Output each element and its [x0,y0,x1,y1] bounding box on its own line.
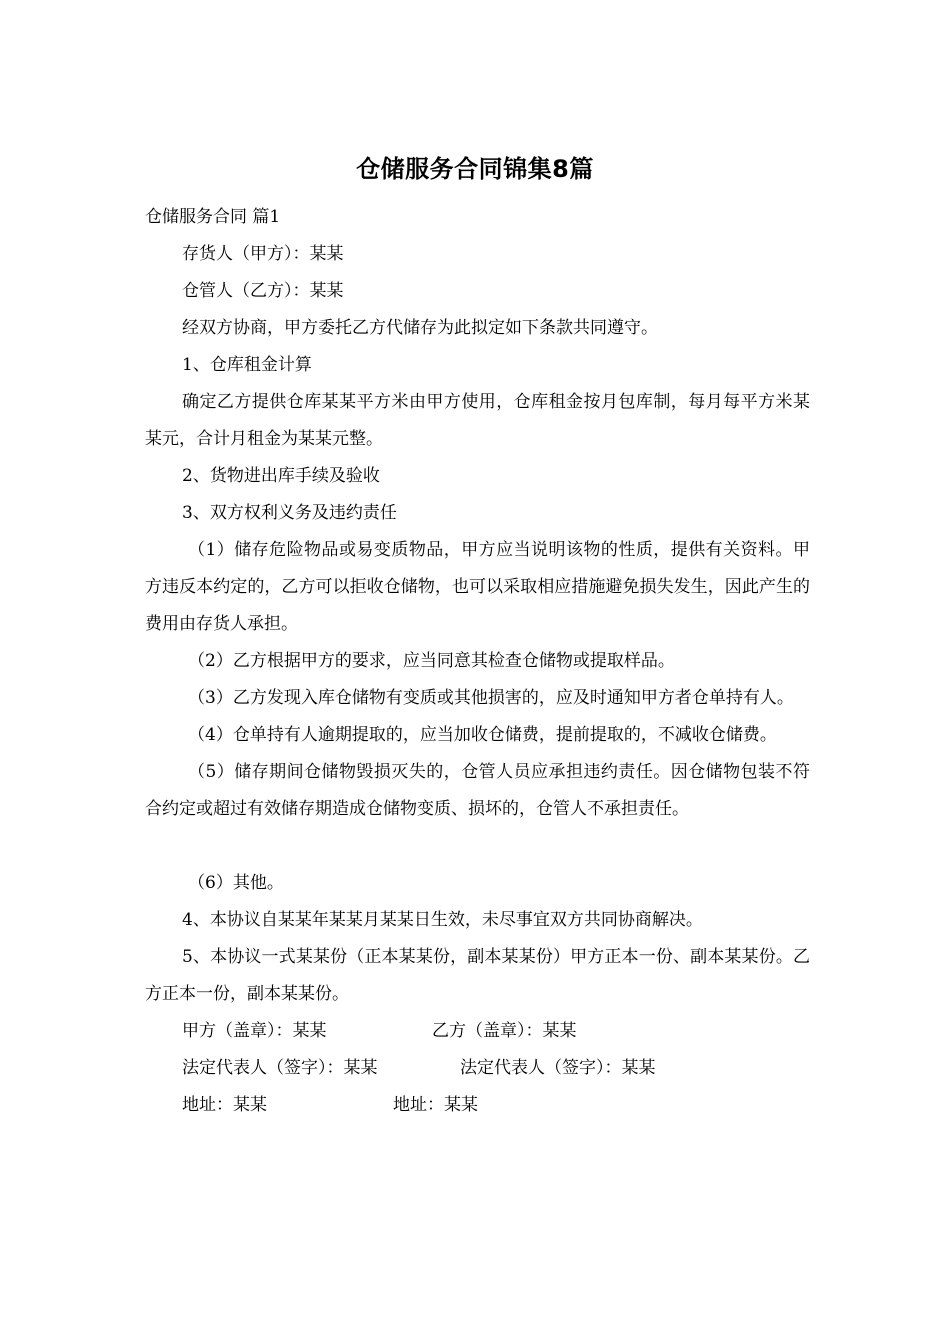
signature-row-seal [145,1013,810,1050]
clause-3-item-4: （4）仓单持有人逾期提取的，应当加收仓储费，提前提取的，不减收仓储费。 [188,725,777,745]
section-heading: 仓储服务合同 篇1 [145,207,281,227]
party-a-representative: 法定代表人（签字）：某某 [182,1058,378,1078]
paragraph-depositor: 存货人（甲方）：某某 [182,244,344,264]
document-title: 仓储服务合同锦集8篇 [356,155,594,183]
paragraph-warehouse-keeper: 仓管人（乙方）：某某 [182,281,344,301]
clause-2-heading: 2、货物进出库手续及验收 [182,466,380,486]
party-b-representative: 法定代表人（签字）：某某 [460,1058,656,1078]
party-a-address: 地址：某某 [182,1095,267,1115]
party-b-seal: 乙方（盖章）：某某 [432,1021,577,1041]
clause-5: 5、本协议一式某某份（正本某某份，副本某某份）甲方正本一份、副本某某份。乙方正本一份，副本某某份。 [145,947,810,1004]
blank-line [145,828,810,865]
clause-3-heading: 3、双方权利义务及违约责任 [182,503,397,523]
document-body [145,199,810,1124]
signature-row-representative [145,1050,810,1087]
clause-1-body: 确定乙方提供仓库某某平方米由甲方使用，仓库租金按月包库制，每月每平方米某某元，合计月租金为某某元整。 [145,392,810,449]
clause-3-item-5: （5）储存期间仓储物毁损灭失的，仓管人员应承担违约责任。因仓储物包装不符合约定或超过有效储存期造成仓储物变质、损坏的，仓管人不承担责任。 [145,762,810,819]
party-b-address: 地址：某某 [393,1095,478,1115]
clause-1-heading: 1、仓库租金计算 [182,355,312,375]
signature-row-address [145,1087,810,1124]
clause-3-item-6: （6）其他。 [188,873,284,893]
clause-3-item-1: （1）储存危险物品或易变质物品，甲方应当说明该物的性质，提供有关资料。甲方违反本约定的，乙方可以拒收仓储物，也可以采取相应措施避免损失发生，因此产生的费用由存货人承担。 [145,540,810,634]
paragraph-agreement-intro: 经双方协商，甲方委托乙方代储存为此拟定如下条款共同遵守。 [182,318,658,338]
clause-4: 4、本协议自某某年某某月某某日生效，未尽事宜双方共同协商解决。 [182,910,703,930]
clause-3-item-3: （3）乙方发现入库仓储物有变质或其他损害的，应及时通知甲方者仓单持有人。 [188,688,794,708]
clause-3-item-2: （2）乙方根据甲方的要求，应当同意其检查仓储物或提取样品。 [188,651,675,671]
party-a-seal: 甲方（盖章）：某某 [182,1021,327,1041]
